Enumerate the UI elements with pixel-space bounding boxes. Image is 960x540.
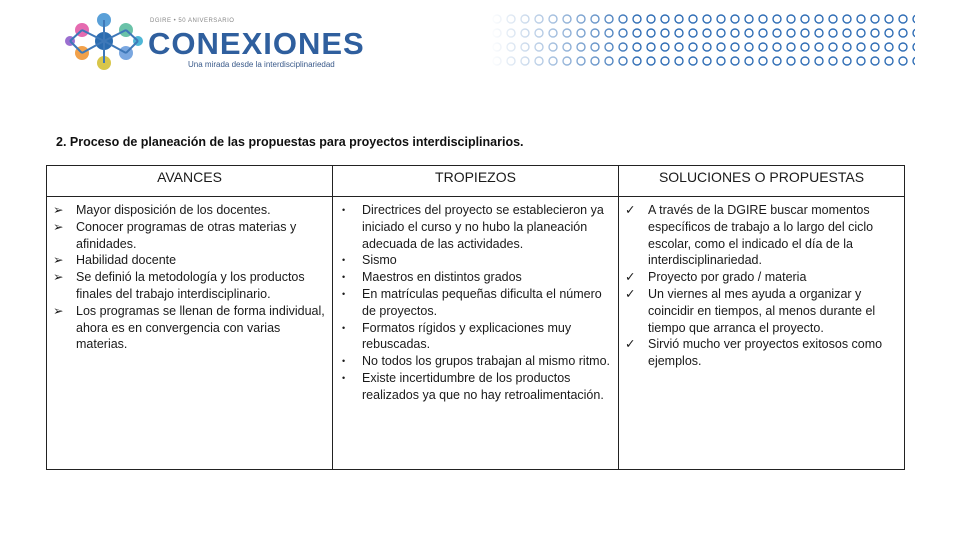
list-item: ✓ Proyecto por grado / materia <box>625 270 807 285</box>
arrow-bullet-icon: ➢ <box>53 303 64 318</box>
soluciones-cell <box>619 197 905 470</box>
tropiezos-list <box>339 202 612 404</box>
list-item: ➢ Habilidad docente <box>53 253 177 268</box>
check-bullet-icon: ✓ <box>625 270 636 285</box>
list-item: • Sismo <box>342 253 397 268</box>
header-tropiezos: TROPIEZOS <box>333 166 619 197</box>
network-logo-icon <box>62 8 146 74</box>
list-item: ✓ A través de la DGIRE buscar momentos específicos de trabajo a lo largo del ciclo escolar, como el indicado el día de la interdisciplinariedad. <box>625 203 874 268</box>
table-row <box>47 197 905 470</box>
list-item: • Formatos rígidos y explicaciones muy rebuscadas. <box>342 320 572 352</box>
arrow-bullet-icon: ➢ <box>53 253 64 268</box>
check-bullet-icon: ✓ <box>625 337 636 352</box>
dot-bullet-icon: • <box>342 322 346 333</box>
list-item: • Maestros en distintos grados <box>342 270 522 285</box>
list-item: • Existe incertidumbre de los productos realizados ya que no hay retroalimentación. <box>342 370 604 402</box>
check-bullet-icon: ✓ <box>625 203 636 217</box>
dot-bullet-icon: • <box>342 272 346 283</box>
list-item: ➢ Se definió la metodología y los productos finales del trabajo interdisciplinario. <box>53 270 305 301</box>
dot-bullet-icon: • <box>342 288 346 299</box>
decorative-pattern-banner <box>490 12 915 68</box>
list-item: ➢ Mayor disposición de los docentes. <box>53 203 271 217</box>
dot-bullet-icon: • <box>342 372 346 383</box>
avances-cell <box>47 197 333 470</box>
header-avances: AVANCES <box>47 166 333 197</box>
logo-subtitle: Una mirada desde la interdisciplinariedad <box>188 60 335 69</box>
soluciones-list <box>625 202 898 370</box>
list-item: • Directrices del proyecto se establecieron ya iniciado el curso y no hubo la planeación adecuada de las actividades. <box>342 203 604 251</box>
table-header-row <box>47 166 905 197</box>
section-heading: 2. Proceso de planeación de las propuestas para proyectos interdisciplinarios. <box>56 135 524 149</box>
dot-bullet-icon: • <box>342 205 346 215</box>
arrow-bullet-icon: ➢ <box>53 203 64 217</box>
list-item: • En matrículas pequeñas dificulta el número de proyectos. <box>342 286 602 318</box>
tropiezos-cell <box>333 197 619 470</box>
list-item: ✓ Sirvió mucho ver proyectos exitosos como ejemplos. <box>625 337 883 369</box>
avances-list <box>53 202 326 353</box>
logo-small-text: DGIRE • 50 ANIVERSARIO <box>150 18 235 24</box>
header-soluciones: SOLUCIONES O PROPUESTAS <box>619 166 905 197</box>
list-item: ✓ Un viernes al mes ayuda a organizar y coincidir en tiempos, al menos durante el tiempo que arranca el proyecto. <box>625 286 876 335</box>
logo-title: CONEXIONES <box>148 26 365 61</box>
arrow-bullet-icon: ➢ <box>53 270 64 285</box>
planning-table <box>46 165 905 470</box>
conexiones-logo <box>62 8 382 74</box>
dot-bullet-icon: • <box>342 356 346 367</box>
dot-bullet-icon: • <box>342 255 346 266</box>
list-item: ➢ Conocer programas de otras materias y afinidades. <box>53 219 297 251</box>
check-bullet-icon: ✓ <box>625 286 636 301</box>
list-item: • No todos los grupos trabajan al mismo ritmo. <box>342 354 611 369</box>
arrow-bullet-icon: ➢ <box>53 219 64 234</box>
list-item: ➢ Los programas se llenan de forma individual, ahora es en convergencia con varias materias. <box>53 303 325 352</box>
